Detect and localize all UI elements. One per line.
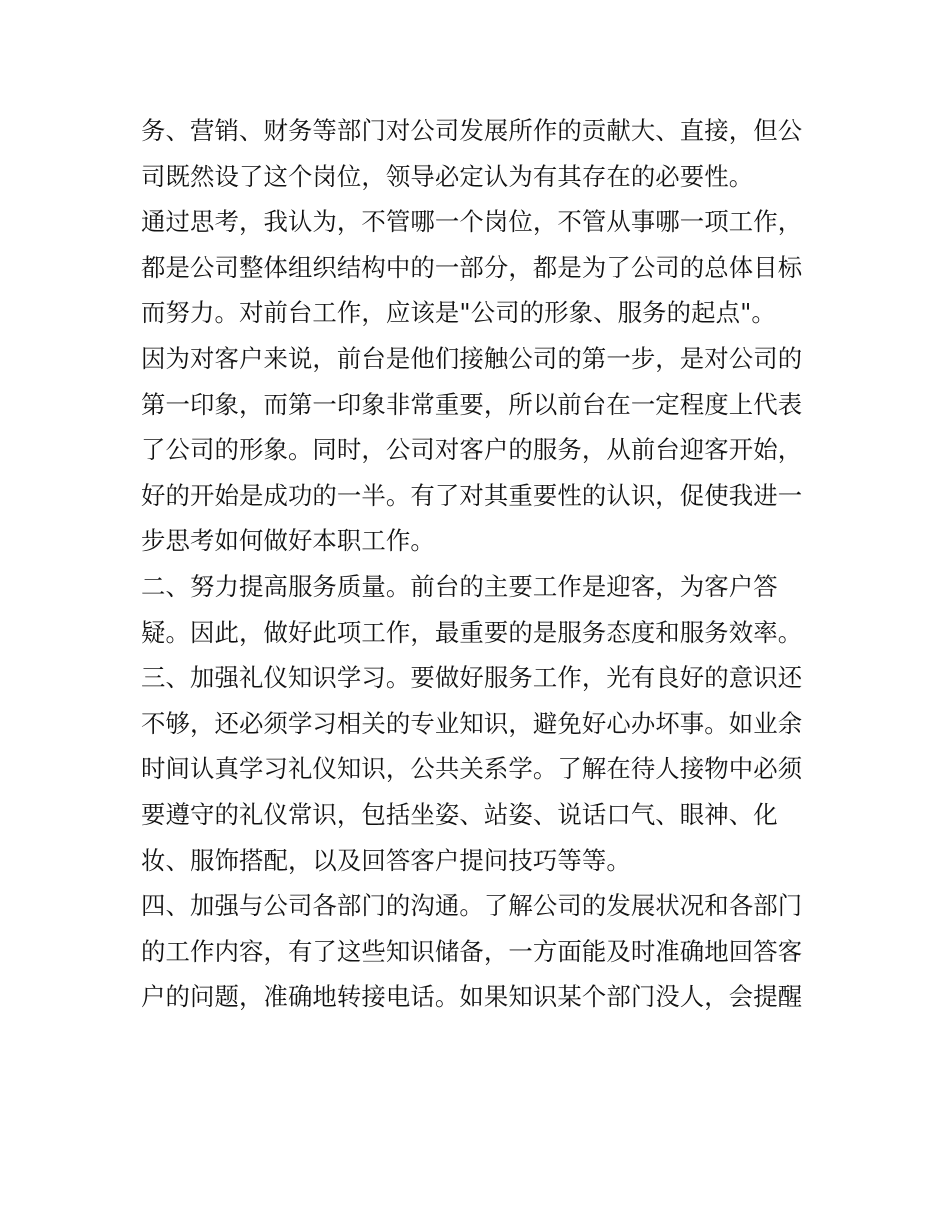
text-line: 二、努力提高服务质量。前台的主要工作是迎客，为客户答	[141, 571, 778, 601]
text-line: 疑。因此，做好此项工作，最重要的是服务态度和服务效率。	[141, 617, 803, 647]
text-line: 好的开始是成功的一半。有了对其重要性的认识，促使我进一	[141, 480, 803, 510]
text-line: 四、加强与公司各部门的沟通。了解公司的发展状况和各部门	[141, 891, 803, 921]
text-line: 要遵守的礼仪常识，包括坐姿、站姿、说话口气、眼神、化	[141, 799, 778, 829]
text-line: 务、营销、财务等部门对公司发展所作的贡献大、直接，但公	[141, 116, 803, 145]
text-line: 因为对客户来说，前台是他们接触公司的第一步，是对公司的	[141, 343, 803, 373]
text-line: 第一印象，而第一印象非常重要，所以前台在一定程度上代表	[141, 389, 803, 419]
text-line: 时间认真学习礼仪知识，公共关系学。了解在待人接物中必须	[141, 754, 803, 784]
text-line: 的工作内容，有了这些知识储备，一方面能及时准确地回答客	[141, 936, 803, 966]
text-line: 三、加强礼仪知识学习。要做好服务工作，光有良好的意识还	[141, 663, 803, 693]
text-line: 都是公司整体组织结构中的一部分，都是为了公司的总体目标	[141, 252, 803, 282]
text-line: 步思考如何做好本职工作。	[141, 526, 435, 556]
text-line: 了公司的形象。同时，公司对客户的服务，从前台迎客开始，	[141, 435, 803, 465]
text-line: 司既然设了这个岗位，领导必定认为有其存在的必要性。	[141, 161, 754, 191]
text-line: 户的问题，准确地转接电话。如果知识某个部门没人，会提醒	[141, 982, 803, 1012]
body-text	[141, 108, 821, 1020]
text-line: 而努力。对前台工作，应该是"公司的形象、服务的起点"。	[141, 298, 776, 328]
text-line: 通过思考，我认为，不管哪一个岗位，不管从事哪一项工作，	[141, 207, 803, 237]
text-line: 妆、服饰搭配，以及回答客户提问技巧等等。	[141, 845, 631, 875]
text-line: 不够，还必须学习相关的专业知识，避免好心办坏事。如业余	[141, 708, 803, 738]
